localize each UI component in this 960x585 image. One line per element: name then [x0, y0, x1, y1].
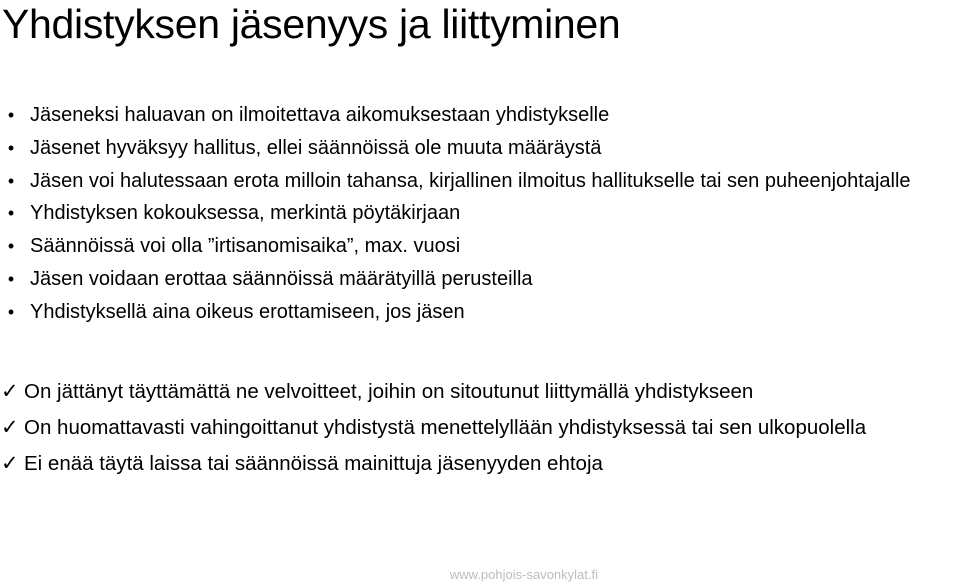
bullet-marker-icon: •: [7, 236, 15, 256]
bullet-item: [0, 136, 960, 160]
checkmark-text: On huomattavasti vahingoittanut yhdistystä menettelyllään yhdistyksessä tai sen ulkopuolella: [24, 416, 867, 439]
checkmark-icon: ✓: [1, 416, 19, 439]
checkmark-icon: ✓: [1, 380, 19, 403]
checkmark-item: [0, 453, 960, 475]
bullet-text: Jäseneksi haluavan on ilmoitettava aikomuksestaan yhdistykselle: [30, 104, 610, 126]
checkmark-icon: ✓: [1, 452, 19, 475]
bullet-text: Yhdistyksellä aina oikeus erottamiseen, jos jäsen: [30, 301, 465, 323]
bullet-marker-icon: •: [7, 105, 15, 125]
bullet-marker-icon: •: [7, 203, 15, 223]
bullet-marker-icon: •: [7, 138, 15, 158]
bullet-item: [0, 201, 960, 225]
bullet-text: Yhdistyksen kokouksessa, merkintä pöytäkirjaan: [30, 202, 461, 224]
bullet-marker-icon: •: [7, 302, 15, 322]
bullet-item: [0, 300, 960, 324]
slide-title: Yhdistyksen jäsenyys ja liittyminen: [2, 1, 621, 47]
bullet-item: [0, 234, 960, 258]
bullet-text: Jäsenet hyväksyy hallitus, ellei säännöissä ole muuta määräystä: [30, 137, 602, 159]
bullet-marker-icon: •: [7, 171, 15, 191]
footer-url: www.pohjois-savonkylat.fi: [449, 567, 598, 582]
bullet-list: [0, 103, 960, 333]
checkmark-text: On jättänyt täyttämättä ne velvoitteet, joihin on sitoutunut liittymällä yhdistykseen: [24, 380, 754, 403]
bullet-text: Jäsen voi halutessaan erota milloin tahansa, kirjallinen ilmoitus hallitukselle tai sen puheenjohtajalle: [30, 170, 911, 192]
checkmark-item: [0, 417, 960, 439]
bullet-item: [0, 267, 960, 291]
bullet-item: [0, 103, 960, 127]
bullet-text: Säännöissä voi olla ”irtisanomisaika”, max. vuosi: [30, 235, 461, 257]
checkmark-item: [0, 381, 960, 403]
bullet-text: Jäsen voidaan erottaa säännöissä määrätyillä perusteilla: [30, 268, 533, 290]
bullet-marker-icon: •: [7, 269, 15, 289]
bullet-item: [0, 169, 960, 193]
checkmark-list: [0, 381, 960, 489]
checkmark-text: Ei enää täytä laissa tai säännöissä mainittuja jäsenyyden ehtoja: [24, 452, 603, 475]
